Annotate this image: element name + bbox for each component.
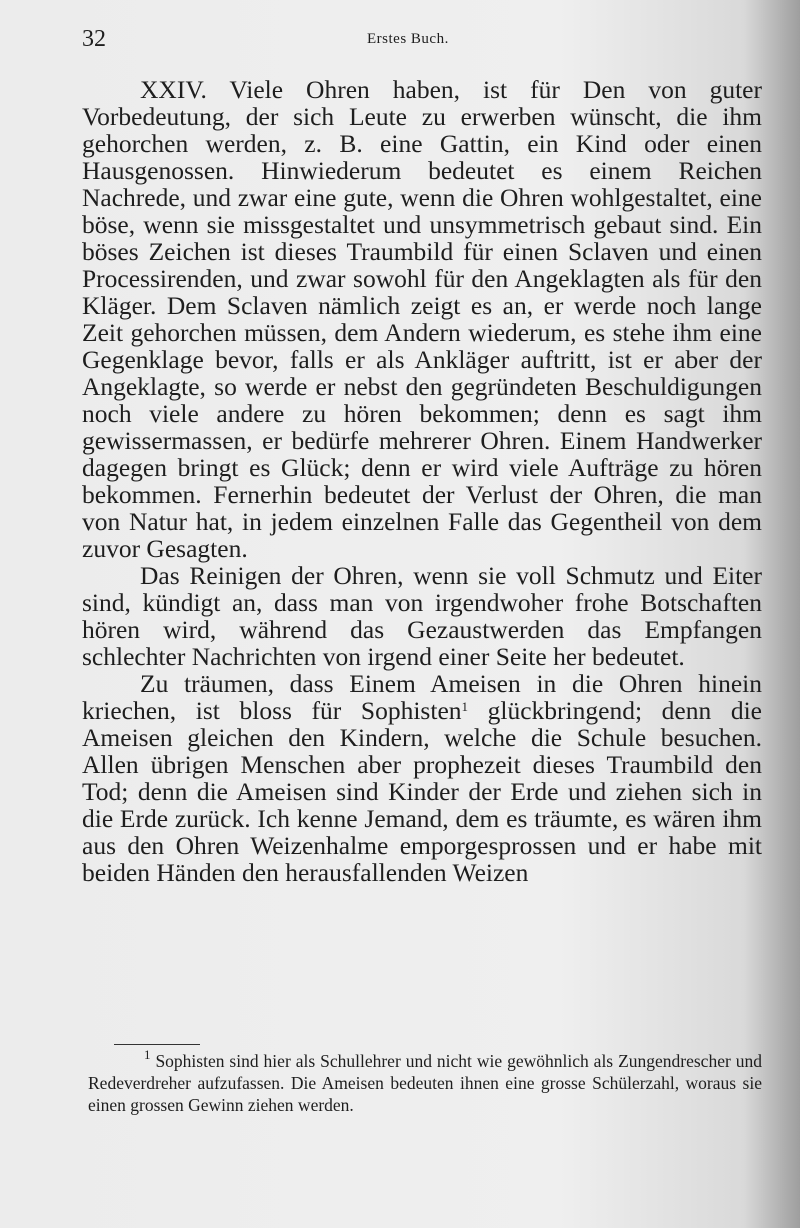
paragraph-text: Zu träumen, dass Einem Ameisen in die Ohren hinein kriechen, ist bloss für Sophisten [82, 669, 762, 725]
footnote-divider [114, 1044, 200, 1045]
paragraph-text: Das Reinigen der Ohren, wenn sie voll Schmutz und Eiter sind, kündigt an, dass man von irgendwoher frohe Botschaften hören wird, während das Gezaustwerden das Empfangen schlechter Nachrichten von irgend einer Seite her bedeutet. [82, 561, 762, 671]
running-head: Erstes Buch. [367, 31, 449, 47]
page-number: 32 [82, 26, 106, 52]
body-text [82, 76, 762, 886]
paragraph [82, 670, 762, 886]
paragraph [82, 562, 762, 670]
footnote-marker: 1 [144, 1047, 151, 1062]
paragraph [82, 76, 762, 562]
footnotes [88, 1047, 762, 1116]
page-header [82, 26, 762, 56]
footnote-reference: 1 [461, 699, 469, 714]
paragraph-text: XXIV. Viele Ohren haben, ist für Den von guter Vorbedeutung, der sich Leute zu erwerben wünscht, die ihm gehorchen werden, z. B. eine Gattin, ein Kind oder einen Hausgenossen. Hinwiederum bedeutet es einem Reichen Nachrede, und zwar eine gute, wenn die Ohren wohlgestaltet, eine böse, wenn sie missgestaltet und unsymmetrisch gebaut sind. Ein böses Zeichen ist dieses Traumbild für einen Sclaven und einen Processirenden, und zwar sowohl für den Angeklagten als für den Kläger. Dem Sclaven nämlich zeigt es an, er werde noch lange Zeit gehorchen müssen, dem Andern wiederum, es stehe ihm eine Gegenklage bevor, falls er als Ankläger auftritt, ist er aber der Angeklagte, so werde er nebst den gegründeten Beschuldigungen noch viele andere zu hören bekommen; denn es sagt ihm gewissermassen, er bedürfe mehrerer Ohren. Einem Handwerker dagegen bringt es Glück; denn er wird viele Aufträge zu hören bekommen. Fernerhin bedeutet der Verlust der Ohren, die man von Natur hat, in jedem einzelnen Falle das Gegentheil von dem zuvor Gesagten. [82, 75, 762, 563]
footnote [88, 1047, 762, 1116]
paragraph-text: glückbringend; denn die Ameisen gleichen den Kindern, welche die Schule besuchen. Allen übrigen Menschen aber prophezeit dieses Traumbild den Tod; denn die Ameisen sind Kinder der Erde und ziehen sich in die Erde zurück. Ich kenne Jemand, dem es träumte, es wären ihm aus den Ohren Weizenhalme emporgesprossen und er habe mit beiden Händen den herausfallenden Weizen [82, 696, 762, 887]
footnote-text: Sophisten sind hier als Schullehrer und nicht wie gewöhnlich als Zungendrescher und Redeverdreher aufzufassen. Die Ameisen bedeuten ihnen eine grosse Schülerzahl, woraus sie einen grossen Gewinn ziehen werden. [88, 1051, 762, 1115]
